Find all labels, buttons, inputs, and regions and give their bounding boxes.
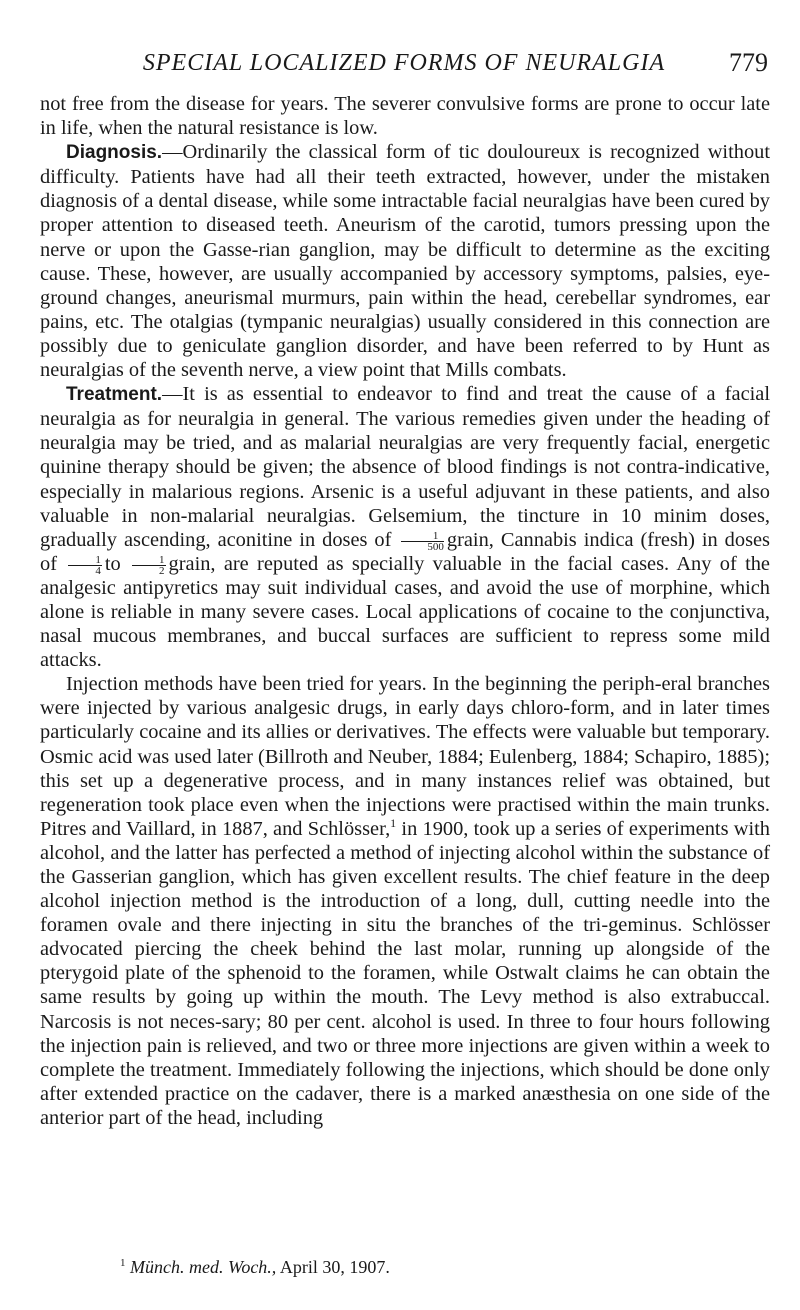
paragraph-treatment (40, 382, 770, 672)
fraction-numerator: 1 (132, 555, 166, 566)
body-text (40, 92, 770, 1130)
running-head: SPECIAL LOCALIZED FORMS OF NEURALGIA (142, 50, 666, 76)
paragraph-continuation (40, 92, 770, 140)
fraction-one-quarter (68, 555, 102, 576)
fraction-numerator: 1 (401, 531, 444, 542)
paragraph-text: not free from the disease for years. The severer convulsive forms are prone to occur late in life, when the natural resistance is low. (40, 93, 770, 140)
treatment-text-a: —It is as essential to endeavor to find and treat the cause of a facial neuralgia as for neuralgia in general. The various remedies given under the heading of neuralgia may be tried, and as malarial neuralgias are very frequently facial, energetic quinine therapy should be given; the absence of blood findings is not contra-indicative, especially in malarious regions. Arsenic is a useful adjuvant in these patients, and also valuable in non-malarial neuralgias. Gelsemium, the tincture in 10 minim doses, gradually ascending, aconitine in doses of (40, 383, 770, 551)
page-header (40, 46, 768, 80)
fraction-denominator: 500 (427, 540, 444, 553)
section-heading-treatment: Treatment. (66, 384, 163, 406)
injection-text-a: Injection methods have been tried for years. In the beginning the periph-eral branches were injected by various analgesic drugs, in early days chloro-form, and in later times particularly cocaine and its allies or derivatives. The effects were valuable but temporary. Osmic acid was used later (Billroth and Neuber, 1884; Eulenberg, 1884; Schapiro, 1885); this set up a degenerative process, and in many instances relief was obtained, but regeneration took place even when the injections were practised within the main trunks. Pitres and Vaillard, in 1887, and Schlösser, (40, 673, 770, 840)
footnote-journal: Münch. med. Woch., (130, 1257, 277, 1277)
paragraph-injection (40, 672, 770, 1130)
paragraph-diagnosis (40, 140, 770, 382)
injection-text-b: in 1900, took up a series of experiments with alcohol, and the latter has perfected a method of injecting alcohol within the substance of the Gasserian ganglion, which has given excellent results. The chief feature in the deep alcohol injection method is the introduction of a long, dull, cutting needle into the foramen ovale and there injecting in situ the branches of the tri-geminus. Schlösser advocated piercing the cheek behind the last molar, running up alongside of the pterygoid plate of the sphenoid to the foramen, while Ostwalt claims he can obtain the same results by going up within the mouth. The Levy method is also extrabuccal. Narcosis is not neces-sary; 80 per cent. alcohol is used. In three to four hours following the injection pain is relieved, and two or three more injections are given within a week to complete the treatment. Immediately following the injections, which should be done only after extended practice on the cadaver, there is a marked anæsthesia on one side of the anterior part of the head, including (40, 817, 770, 1129)
fraction-one-five-hundredth (401, 531, 444, 552)
footnote-date: April 30, 1907. (279, 1257, 390, 1277)
treatment-text-b: grain, Cannabis indica (fresh) in doses of (40, 528, 770, 575)
treatment-text-d: grain, are reputed as specially valuable in the facial cases. Any of the analgesic antipyretics may suit individual cases, and avoid the use of morphine, which alone is reliable in many severe cases. Local applications of cocaine to the conjunctiva, nasal mucous membranes, and buccal surfaces are sufficient to repress some mild attacks. (40, 552, 770, 672)
treatment-text-c: to (104, 552, 121, 575)
footnote-marker: 1 (120, 1257, 126, 1269)
page-number: 779 (729, 48, 768, 77)
footnote-reference: 1 (390, 816, 397, 831)
fraction-denominator: 4 (95, 564, 101, 577)
fraction-denominator: 2 (159, 564, 165, 577)
footnote (120, 1257, 760, 1278)
fraction-numerator: 1 (68, 555, 102, 566)
section-heading-diagnosis: Diagnosis. (66, 142, 163, 164)
fraction-one-half (132, 555, 166, 576)
diagnosis-text: —Ordinarily the classical form of tic douloureux is recognized without difficulty. Patients have had all their teeth extracted, however, under the mistaken diagnosis of a dental disease, while some intractable facial neuralgias have been cured by proper attention to diseased teeth. Aneurism of the carotid, tumors pressing upon the nerve or upon the Gasse-rian ganglion, may be difficult to determine as the exciting cause. These, however, are usually accompanied by accessory symptoms, palsies, eye-ground changes, aneurismal murmurs, pain within the head, cerebellar syndromes, ear pains, etc. The otalgias (tympanic neuralgias) usually considered in this connection are possibly due to geniculate ganglion disorder, and have been referred to by Hunt as neuralgias of the seventh nerve, a view point that Mills combats. (40, 141, 770, 382)
